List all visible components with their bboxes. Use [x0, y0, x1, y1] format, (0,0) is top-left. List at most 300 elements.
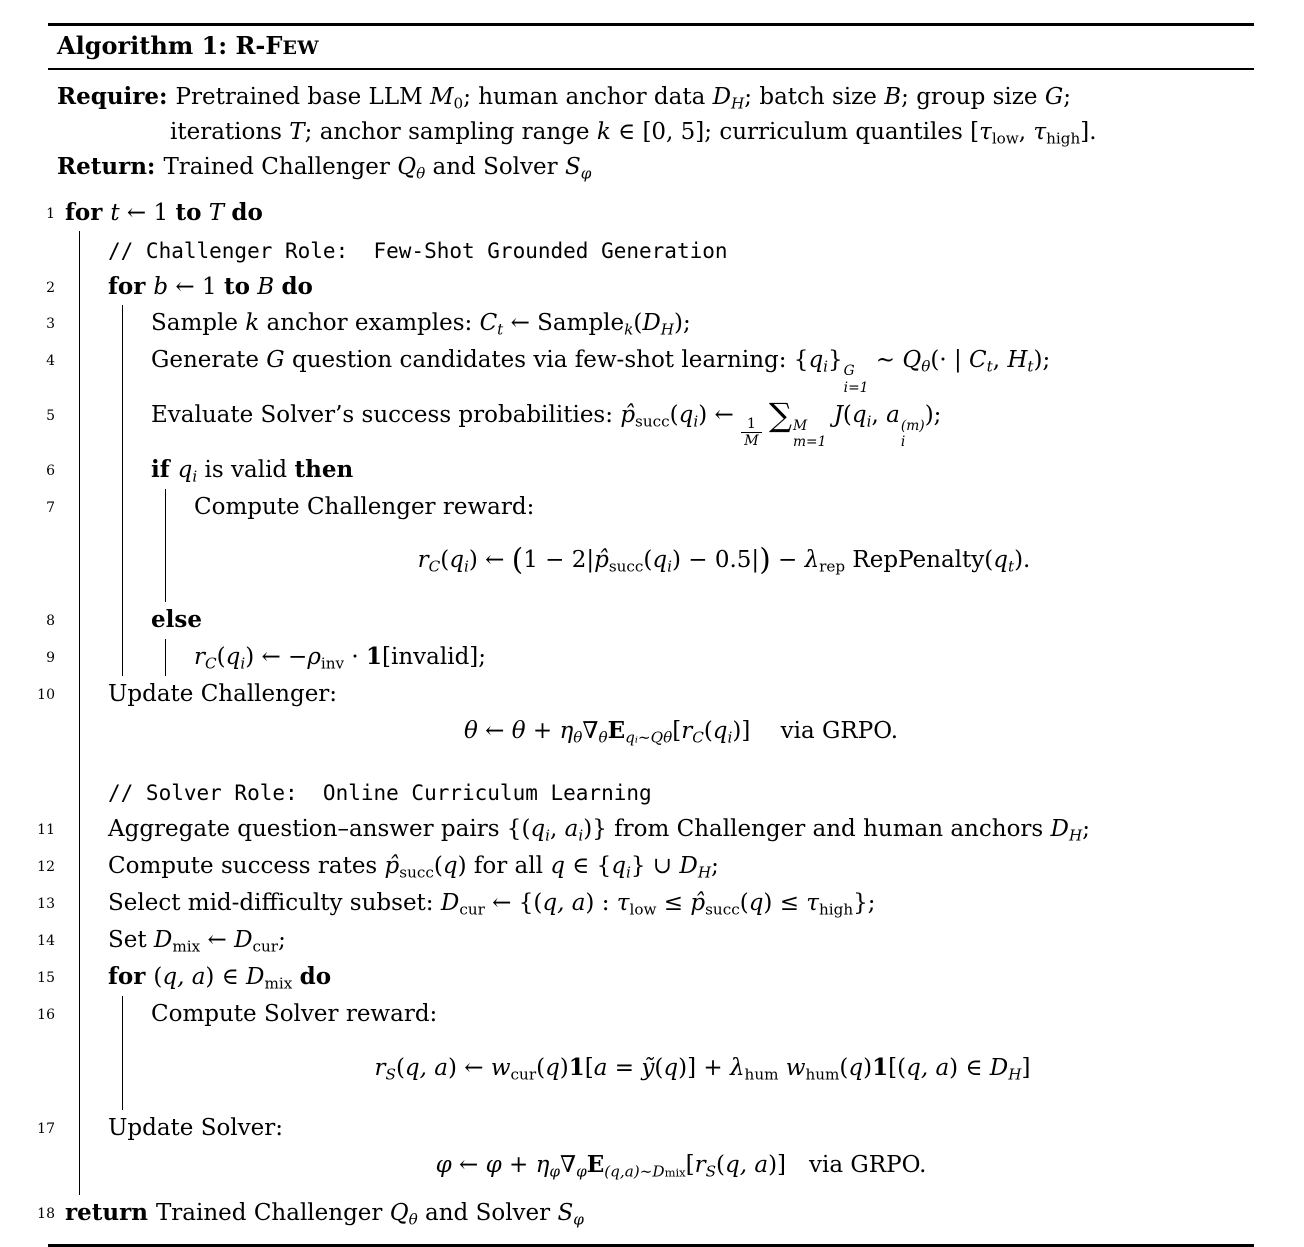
text-segment: return [65, 1199, 156, 1227]
code-comment [108, 773, 652, 811]
text-segment: ( [633, 310, 643, 337]
text-segment: C [692, 728, 704, 747]
text-segment: )] + [678, 1054, 730, 1081]
text-segment: q [449, 547, 464, 574]
fraction: $\frac{1}{M}$ [741, 416, 762, 450]
text-segment: − [770, 547, 805, 574]
return-line [57, 150, 1254, 185]
text-segment: ) ∈ [949, 1054, 990, 1081]
text-segment: [ [685, 1152, 695, 1179]
text-segment: ; anchor sampling range [304, 118, 597, 145]
text-segment: r [374, 1054, 386, 1081]
text-segment: , [992, 347, 1008, 374]
line-number: 9 [46, 649, 55, 666]
text-segment: ( [739, 889, 749, 916]
indent-rule [79, 996, 122, 1033]
require-line-1 [57, 80, 1254, 115]
text-segment: ( [536, 1054, 546, 1081]
text-segment: ) : [585, 889, 617, 916]
text-segment: ) ← [468, 547, 512, 574]
text-segment: and Solver [425, 153, 565, 180]
text-segment: = [607, 1054, 642, 1081]
supsub: (m) i [900, 417, 925, 451]
text-segment: ( [842, 402, 852, 429]
text-segment: T [208, 199, 225, 226]
text-segment: 0 [453, 94, 464, 113]
line-number: 4 [46, 353, 55, 370]
algo-line-7 [46, 489, 1254, 526]
text-segment: S [557, 1200, 574, 1227]
code-text [108, 922, 286, 959]
text-segment: ) − 0.5| [671, 547, 760, 574]
line-number: 1 [46, 205, 55, 222]
text-segment: ( [511, 542, 524, 577]
text-segment: η [559, 718, 574, 745]
text-segment [778, 1055, 785, 1081]
algo-line-4 [46, 342, 1254, 397]
text-segment: ← [200, 926, 235, 953]
text-segment: cur [510, 1064, 537, 1083]
text-segment: ← Sample [503, 310, 625, 337]
supsub: G i=1 [843, 363, 869, 396]
text-segment: and Solver [417, 1200, 558, 1227]
text-segment: succ [635, 412, 670, 431]
text-segment: ∈ { [564, 852, 612, 879]
text-segment: hum [744, 1064, 779, 1083]
text-segment: q, a [162, 964, 206, 991]
code-text [151, 602, 202, 639]
text-segment: t [986, 357, 993, 376]
text-segment: ← 1 [119, 199, 176, 226]
display-equation [151, 1033, 1254, 1110]
text-segment: } ∪ [630, 852, 680, 879]
supsub: M m=1 [792, 417, 827, 451]
code-text [108, 269, 313, 306]
text-segment: i [667, 557, 672, 576]
text-segment: q [663, 1054, 679, 1081]
line-number: 7 [46, 499, 55, 516]
text-segment: to [175, 198, 202, 226]
text-segment: , [871, 402, 887, 429]
text-segment: q [851, 402, 867, 429]
text-segment: [ [584, 1054, 594, 1081]
text-segment: θ [573, 728, 583, 747]
text-segment: a [564, 815, 579, 842]
text-segment: ∈ [0, 5]; curriculum quantiles [ [610, 118, 980, 145]
text-segment: high [819, 900, 854, 919]
text-segment: for [108, 963, 154, 991]
text-segment: ) ← [698, 402, 742, 429]
text-segment: i [693, 412, 699, 431]
text-segment: rep [819, 557, 846, 576]
text-segment: hum [805, 1064, 840, 1083]
algo-line-8 [46, 602, 1254, 639]
text-segment: q, a [906, 1054, 950, 1081]
text-segment: Evaluate Solver’s success probabilities: [151, 402, 621, 429]
text-segment: p̂ [384, 852, 400, 879]
text-segment: do [231, 198, 263, 226]
text-segment: ). [1014, 547, 1031, 574]
text-segment: Algorithm 1: R-F [57, 31, 283, 60]
text-segment: C [428, 557, 441, 576]
text-segment: then [294, 455, 354, 483]
text-segment: ← [477, 718, 512, 745]
text-segment: D [440, 889, 460, 916]
line-number: 2 [46, 279, 55, 296]
text-segment: G [266, 347, 285, 374]
text-segment: G [1044, 83, 1064, 110]
text-segment: , [550, 815, 565, 842]
text-segment: )] [768, 1152, 787, 1179]
text-segment: ( [839, 1054, 849, 1081]
text-segment: ← {( [484, 889, 543, 916]
indent-rule [79, 602, 122, 639]
text-segment: λ [729, 1054, 745, 1081]
text-segment: B [884, 83, 902, 110]
text-segment: )} from Challenger and human anchors [583, 815, 1051, 842]
text-segment: ρ [307, 643, 321, 670]
text-segment: ); [1033, 347, 1051, 374]
text-segment: ; batch size [744, 83, 885, 110]
text-segment [292, 964, 299, 990]
text-segment: D [642, 310, 661, 337]
text-segment: λ [804, 547, 820, 574]
text-segment: EW [282, 37, 320, 59]
text-segment: q, a [725, 1152, 769, 1179]
algorithm-caption [48, 26, 1254, 70]
text-segment: ( [703, 718, 713, 745]
text-segment: ∇ [582, 718, 599, 745]
algo-line-18 [37, 1195, 1254, 1232]
text-segment: ; group size [901, 83, 1045, 110]
line-number: 13 [37, 895, 55, 912]
text-segment: ∼ [868, 347, 903, 374]
text-segment: ← [451, 1152, 486, 1179]
text-segment: ) [559, 1054, 569, 1081]
text-segment: Sample [151, 310, 246, 337]
text-segment: φ [435, 1152, 452, 1179]
algo-line-6 [46, 452, 1254, 489]
text-segment: + [501, 1152, 536, 1179]
line-number: 3 [46, 316, 55, 333]
line-number: 6 [46, 462, 55, 479]
text-segment: D [234, 926, 253, 953]
text-segment: C [479, 310, 498, 337]
code-text [108, 885, 876, 922]
algo-line-9 [46, 639, 1254, 676]
text-segment [201, 200, 208, 226]
text-segment: q [550, 852, 565, 879]
text-segment: τ [806, 889, 820, 916]
line-number: 10 [37, 686, 55, 703]
text-segment: C [205, 654, 217, 673]
text-segment: question candidates via few-shot learning: { [284, 347, 809, 374]
text-segment: a [593, 1054, 608, 1081]
text-segment: ( [433, 852, 443, 879]
text-segment: ; [711, 852, 719, 879]
text-segment: r [681, 718, 693, 745]
text-segment: ỹ [641, 1054, 655, 1081]
text-segment: E [607, 717, 626, 745]
text-segment: ( [669, 402, 679, 429]
algo-line-1 [46, 195, 1254, 232]
line-number [27, 773, 65, 811]
text-segment: D [153, 926, 173, 953]
text-segment: q [611, 852, 626, 879]
text-segment: (· | [930, 347, 969, 374]
code-text [151, 397, 941, 452]
text-segment [762, 402, 769, 428]
code-text [108, 848, 719, 885]
text-segment: i [545, 826, 551, 845]
text-segment: Compute Challenger reward: [194, 493, 535, 520]
require-line-2 [57, 115, 1254, 150]
text-segment: ; [1063, 83, 1071, 110]
text-segment: [ [672, 718, 682, 745]
algorithm-body [37, 70, 1254, 1244]
text-segment: ) [863, 1054, 873, 1081]
text-segment: succ [705, 900, 740, 919]
code-text [194, 489, 534, 526]
text-segment: ] [1021, 1054, 1031, 1081]
text-segment: t [497, 320, 504, 339]
text-segment: q [442, 852, 458, 879]
line-number: 14 [37, 932, 55, 949]
text-segment: S [385, 1064, 396, 1083]
text-segment: 1 [568, 1053, 585, 1081]
text-segment: Set [108, 926, 154, 953]
text-segment [826, 402, 833, 428]
text-segment: cur [459, 900, 485, 919]
text-segment: q, a [404, 1054, 448, 1081]
text-segment: RepPenalty( [845, 547, 994, 574]
text-segment: i [463, 557, 469, 576]
text-segment: p̂ [594, 547, 609, 574]
text-segment: T [289, 118, 305, 145]
text-segment: Update Challenger: [108, 680, 338, 707]
code-text [108, 1110, 283, 1147]
text-segment: is valid [197, 456, 295, 483]
text-segment: cur [252, 937, 279, 956]
line-number: 5 [46, 408, 55, 425]
text-segment: do [299, 963, 332, 991]
algorithm-lines [37, 195, 1254, 1232]
text-segment: ← 1 [168, 273, 224, 300]
text-segment: p̂ [690, 889, 706, 916]
text-segment: r [417, 547, 429, 574]
text-segment: i [823, 357, 829, 376]
line-number: 17 [37, 1120, 55, 1137]
text-segment: succ [608, 557, 644, 576]
text-segment: t [110, 199, 120, 226]
text-segment: H [697, 863, 712, 882]
text-segment: q [652, 547, 668, 574]
text-segment: i [727, 728, 733, 747]
text-segment: D [989, 1054, 1009, 1081]
text-segment: ∑ [768, 395, 792, 434]
text-segment: ; human anchor data [463, 83, 713, 110]
text-segment: (q,a)∼D [604, 1162, 665, 1181]
algo-line-5 [46, 395, 1254, 452]
text-segment: } [828, 347, 843, 374]
algo-line-2 [46, 269, 1254, 306]
text-segment: τ [1033, 118, 1047, 145]
text-segment: ); [674, 310, 691, 337]
text-segment: ( [440, 547, 450, 574]
text-segment: τ [616, 889, 630, 916]
text-segment: w [490, 1054, 511, 1081]
text-segment: H [1008, 1064, 1022, 1083]
text-segment: φ [549, 1162, 561, 1181]
eq-line [57, 1033, 1254, 1110]
text-segment: k [245, 310, 260, 337]
preamble [57, 80, 1254, 185]
text-segment: succ [399, 863, 434, 882]
indent-rule [79, 489, 122, 526]
code-text [108, 676, 337, 713]
code-text [151, 996, 437, 1033]
text-segment: Q [902, 347, 922, 374]
text-segment: do [281, 272, 313, 300]
text-segment: H [1007, 347, 1028, 374]
text-segment: Return: [57, 152, 164, 180]
text-segment: θ [408, 1210, 418, 1229]
text-segment: S [564, 153, 581, 180]
text-segment: p̂ [620, 402, 636, 429]
text-segment: θ [511, 718, 526, 745]
eq-line [57, 525, 1254, 602]
text-segment: , [1018, 118, 1034, 145]
text-segment: D [246, 964, 265, 991]
text-segment [750, 718, 757, 744]
algo-line-16 [37, 996, 1254, 1033]
text-segment: D [679, 852, 698, 879]
line-number: 15 [37, 970, 55, 987]
code-text [108, 811, 1090, 848]
text-segment: anchor examples: [259, 310, 480, 337]
text-segment: θ [921, 357, 931, 376]
line-number [27, 231, 65, 269]
text-segment: M [429, 83, 454, 110]
eq-line [57, 712, 1254, 773]
text-segment: else [151, 606, 202, 634]
comment-line [57, 773, 1254, 811]
code-text [151, 342, 1050, 397]
text-segment: Pretrained base LLM [175, 83, 430, 110]
text-segment: w [785, 1054, 806, 1081]
text-segment: ) for all [457, 852, 551, 879]
text-segment: H [660, 320, 675, 339]
text-segment: Trained Challenger [155, 1200, 390, 1227]
text-segment: i [240, 654, 246, 673]
text-segment: r [194, 643, 205, 670]
text-segment: 1 [366, 642, 383, 670]
algo-line-14 [37, 922, 1254, 959]
line-number: 18 [37, 1206, 55, 1223]
text-segment: k [596, 118, 611, 145]
display-equation [194, 525, 1254, 602]
text-segment: η [535, 1152, 550, 1179]
code-text [151, 305, 691, 342]
code-comment [108, 231, 728, 269]
text-segment: if [151, 455, 178, 483]
indent-rule [79, 397, 122, 452]
algo-line-11 [37, 811, 1254, 848]
text-segment: Select mid-difficulty subset: [108, 889, 441, 916]
text-segment: ; [1082, 815, 1090, 842]
text-segment: q [177, 456, 193, 483]
text-segment: H [731, 94, 745, 113]
text-segment: J [833, 402, 843, 429]
line-number: 8 [46, 613, 55, 630]
text-segment: low [991, 129, 1019, 148]
text-segment: φ [573, 1210, 584, 1229]
indent-rule [79, 525, 122, 602]
algo-line-17 [37, 1110, 1254, 1147]
text-segment: ]. [1080, 118, 1097, 145]
text-segment: mix [664, 1165, 686, 1180]
text-segment: τ [979, 118, 992, 145]
text-segment: ( [216, 643, 226, 670]
text-segment: D [1050, 815, 1069, 842]
text-segment: ( [654, 1054, 664, 1081]
text-segment: Generate [151, 347, 267, 374]
text-segment: Require: [57, 82, 176, 110]
text-segment: ( [643, 547, 653, 574]
line-number: 16 [37, 1007, 55, 1024]
text-segment: qᵢ∼Qθ [625, 728, 673, 747]
text-segment: // Solver Role: Online Curriculum Learning [108, 781, 652, 806]
code-text [194, 639, 486, 676]
text-segment: · [344, 643, 366, 670]
text-segment: low [629, 900, 657, 919]
text-segment: r [694, 1152, 706, 1179]
text-segment: φ [485, 1152, 502, 1179]
text-segment: to [223, 272, 250, 300]
algorithm-box [37, 23, 1254, 1247]
indent-rule [122, 639, 165, 676]
text-segment: [invalid]; [382, 643, 487, 670]
indent-rule [79, 1033, 122, 1110]
text-segment: ( [716, 1152, 726, 1179]
line-number [27, 1146, 65, 1195]
text-segment: ≤ [656, 889, 691, 916]
text-segment: q [848, 1054, 864, 1081]
text-segment: for [108, 272, 154, 300]
text-segment: ( [153, 964, 163, 991]
code-text [108, 959, 331, 996]
text-segment: Compute success rates [108, 852, 385, 879]
text-segment: inv [320, 654, 345, 673]
text-segment: φ [576, 1162, 587, 1181]
text-segment: D [712, 83, 732, 110]
algo-line-15 [37, 959, 1254, 996]
text-segment: 1 [872, 1053, 889, 1081]
text-segment: q, a [542, 889, 586, 916]
text-segment: S [705, 1162, 717, 1181]
text-segment: q [225, 643, 241, 670]
indent-rule [79, 639, 122, 676]
text-segment: θ [416, 164, 426, 183]
line-number: 12 [37, 858, 55, 875]
text-segment: k [624, 320, 634, 339]
algo-line-12 [37, 848, 1254, 885]
text-segment: ) [759, 542, 771, 577]
text-segment: θ [463, 718, 478, 745]
text-segment: Q [389, 1200, 409, 1227]
text-segment: φ [580, 164, 592, 183]
indent-rule [79, 305, 122, 342]
